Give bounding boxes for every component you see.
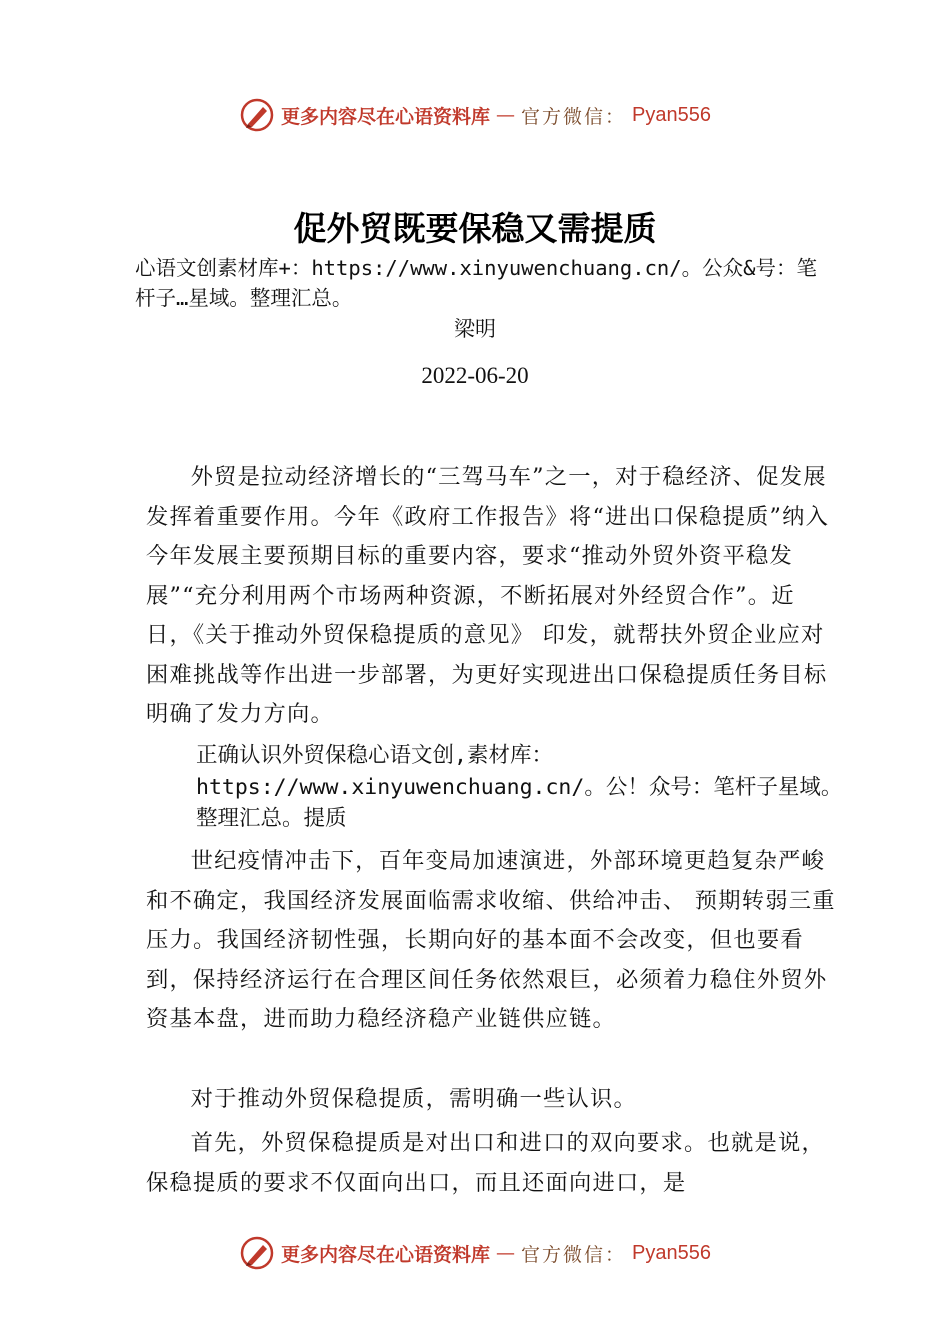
author-name: 梁明 <box>454 317 496 341</box>
paragraph-4: 首先，外贸保稳提质是对出口和进口的双向要求。也就是说，保稳提质的要求不仅面向出口，而且还面向进口，是 <box>146 1130 826 1196</box>
banner-account: Pyan556 <box>632 103 711 126</box>
footer-banner <box>0 1233 950 1273</box>
source-line: 心语文创素材库+：https://www.xinyuwenchuang.cn/。公众&号：笔杆子…星域。整理汇总。 <box>135 256 817 310</box>
banner-dash: — <box>496 1242 516 1264</box>
pen-logo-icon <box>239 97 275 133</box>
pen-logo-icon <box>239 1235 275 1271</box>
banner-brand: 更多内容尽在心语资料库 <box>281 105 491 128</box>
banner-dash: — <box>496 104 516 126</box>
header-banner <box>0 95 950 135</box>
banner-official-label: 官方微信： <box>521 1243 627 1266</box>
paragraph-2: 世纪疫情冲击下，百年变局加速演进，外部环境更趋复杂严峻和不确定，我国经济发展面临需求收缩、供给冲击、 预期转弱三重压力。我国经济韧性强，长期向好的基本面不会改变，但也要看到，保持经济运行在合理区间任务依然艰巨，必须着力稳住外贸外资基本盘，进而助力稳经济稳产业链供应链。 <box>146 848 836 1032</box>
paragraph-3: 对于推动外贸保稳提质，需明确一些认识。 <box>190 1086 638 1112</box>
banner-official-label: 官方微信： <box>521 105 627 128</box>
inserted-watermark-line: 正确认识外贸保稳心语文创,素材库：https://www.xinyuwenchuang.cn/。公！众号：笔杆子星域。整理汇总。提质 <box>196 743 843 831</box>
article-title: 促外贸既要保稳又需提质 <box>293 209 657 248</box>
publish-date: 2022-06-20 <box>421 363 529 388</box>
banner-account: Pyan556 <box>632 1241 711 1264</box>
paragraph-1: 外贸是拉动经济增长的“三驾马车”之一，对于稳经济、促发展发挥着重要作用。今年《政府工作报告》将“进出口保稳提质”纳入今年发展主要预期目标的重要内容，要求“推动外贸外资平稳发展”“充分利用两个市场两种资源，不断拓展对外经贸合作”。近日，《关于推动外贸保稳提质的意见》 印发，就帮扶外贸企业应对困难挑战等作出进一步部署，为更好实现进出口保稳提质任务目标明确了发力方向。 <box>146 464 830 727</box>
banner-brand: 更多内容尽在心语资料库 <box>281 1243 491 1266</box>
